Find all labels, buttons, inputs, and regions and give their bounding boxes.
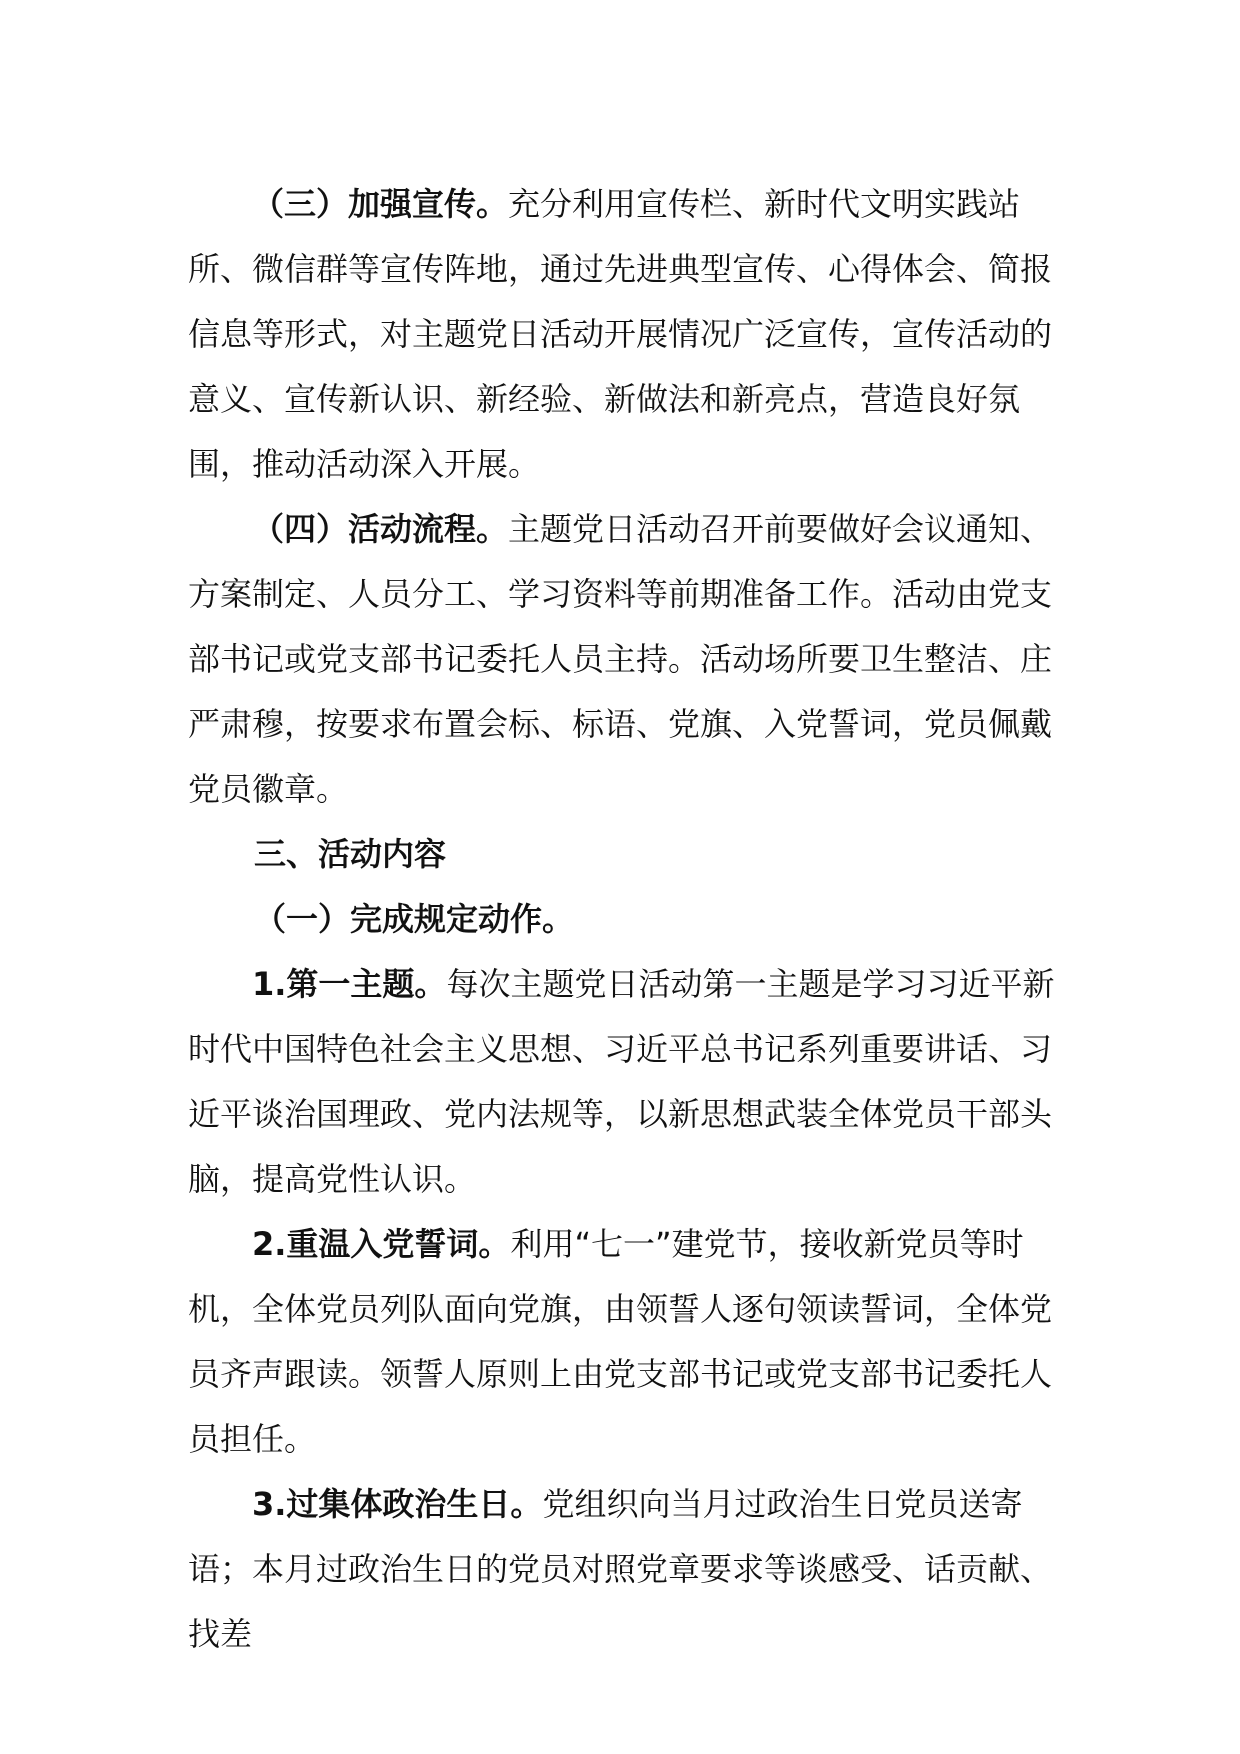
paragraph-text: 每次主题党日活动第一主题是学习习近平新时代中国特色社会主义思想、习近平总书记系列重要讲话、习近平谈治国理政、党内法规等，以新思想武装全体党员干部头脑，提高党性认识。 <box>188 965 1055 1198</box>
subsection-heading: （一）完成规定动作。 <box>254 900 575 938</box>
paragraph-text: 充分利用宣传栏、新时代文明实践站所、微信群等宣传阵地，通过先进典型宣传、心得体会、简报信息等形式，对主题党日活动开展情况广泛宣传，宣传活动的意义、宣传新认识、新经验、新做法和新亮点，营造良好氛围，推动活动深入开展。 <box>188 185 1053 483</box>
paragraph-lead: 2.重温入党誓词。 <box>252 1225 511 1263</box>
paragraph-publicity <box>188 172 1058 497</box>
paragraph-lead: 1.第一主题。 <box>252 965 447 1003</box>
paragraph-text: 主题党日活动召开前要做好会议通知、方案制定、人员分工、学习资料等前期准备工作。活动由党支部书记或党支部书记委托人员主持。活动场所要卫生整洁、庄严肃穆，按要求布置会标、标语、党旗、入党誓词，党员佩戴党员徽章。 <box>188 510 1053 808</box>
paragraph-text: 利用“七一”建党节，接收新党员等时机，全体党员列队面向党旗，由领誓人逐句领读誓词，全体党员齐声跟读。领誓人原则上由党支部书记或党支部书记委托人员担任。 <box>188 1225 1053 1458</box>
paragraph-lead: （四）活动流程。 <box>252 510 509 548</box>
paragraph-text: 党组织向当月过政治生日党员送寄语；本月过政治生日的党员对照党章要求等谈感受、话贡献、找差 <box>188 1485 1053 1653</box>
paragraph-lead: 3.过集体政治生日。 <box>252 1485 543 1523</box>
paragraph-process <box>188 497 1058 822</box>
paragraph-lead: （三）加强宣传。 <box>252 185 509 223</box>
paragraph-first-theme <box>188 952 1058 1212</box>
paragraph-political-birthday <box>188 1472 1058 1667</box>
section-heading: 三、活动内容 <box>254 835 447 873</box>
document-body <box>188 172 1058 1667</box>
paragraph-oath <box>188 1212 1058 1472</box>
